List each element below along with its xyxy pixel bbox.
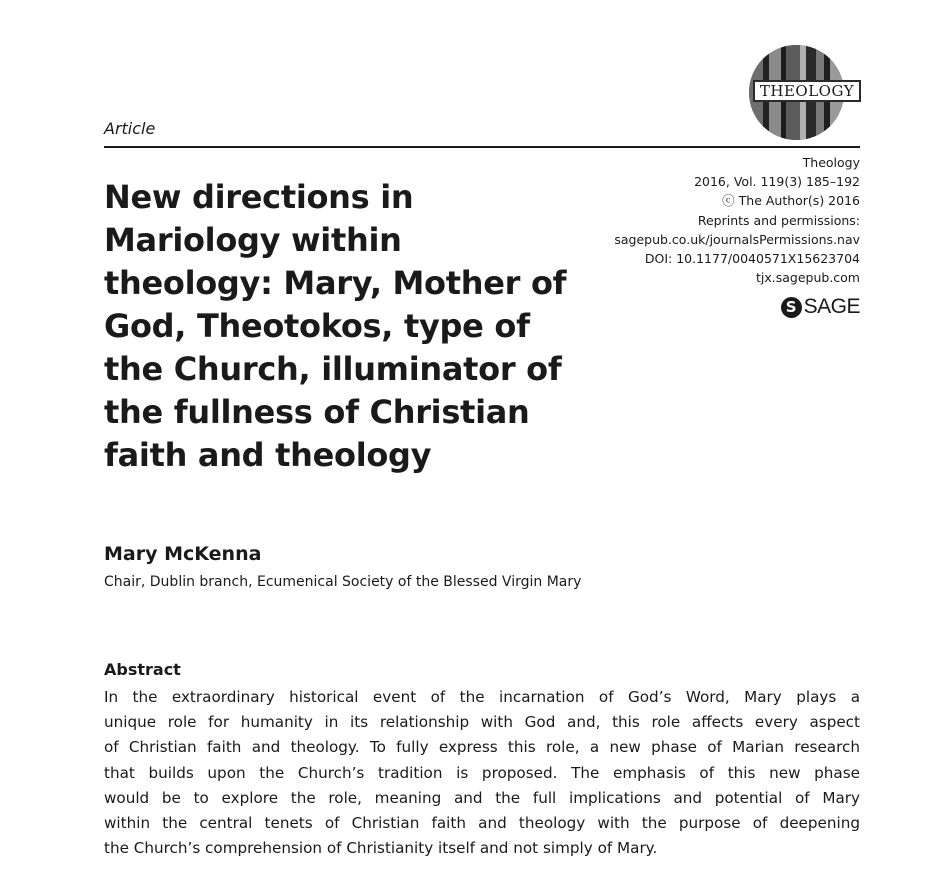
sage-logo <box>781 294 860 320</box>
doi[interactable]: DOI: 10.1177/0040571X15623704 <box>644 251 860 267</box>
journal-website-link[interactable]: tjx.sagepub.com <box>755 270 860 286</box>
abstract-text <box>104 685 860 861</box>
article-title: New directions in Mariology within theology: Mary, Mother of God, Theotokos, type of the Church, illuminator of the fullness of Christian faith and theology <box>104 178 567 474</box>
journal-name: Theology <box>802 155 860 170</box>
article-type-label: Article <box>104 119 156 138</box>
abstract-line: of Christian faith and theology. To fully express this role, a new phase of Marian research <box>104 738 860 757</box>
sage-logo-icon: S <box>781 297 802 318</box>
abstract-line: the Church’s comprehension of Christianity itself and not simply of Mary. <box>104 839 658 858</box>
journal-volume: 2016, Vol. 119(3) 185–192 <box>694 174 860 190</box>
author-affiliation: Chair, Dublin branch, Ecumenical Society of the Blessed Virgin Mary <box>104 574 582 590</box>
permissions-link[interactable]: sagepub.co.uk/journalsPermissions.nav <box>614 231 860 247</box>
abstract-line: that builds upon the Church’s tradition is proposed. The emphasis of this new phase <box>104 763 860 782</box>
journal-logo-label: THEOLOGY <box>753 80 861 102</box>
abstract-line: would be to explore the role, meaning and the full implications and potential of Mary <box>104 788 860 807</box>
abstract-heading: Abstract <box>104 660 181 679</box>
copyright-notice: ⓒ The Author(s) 2016 <box>722 193 860 209</box>
abstract-line: unique role for humanity in its relationship with God and, this role affects every aspect <box>104 713 860 732</box>
abstract-line: In the extraordinary historical event of the incarnation of God’s Word, Mary plays a <box>104 688 860 706</box>
header-divider <box>104 146 860 148</box>
publisher-name: SAGE <box>803 295 860 318</box>
abstract-line: within the central tenets of Christian faith and theology with the purpose of deepening <box>104 814 860 833</box>
journal-info-block <box>540 153 860 287</box>
author-name: Mary McKenna <box>104 543 262 565</box>
reprints-label: Reprints and permissions: <box>697 212 860 228</box>
